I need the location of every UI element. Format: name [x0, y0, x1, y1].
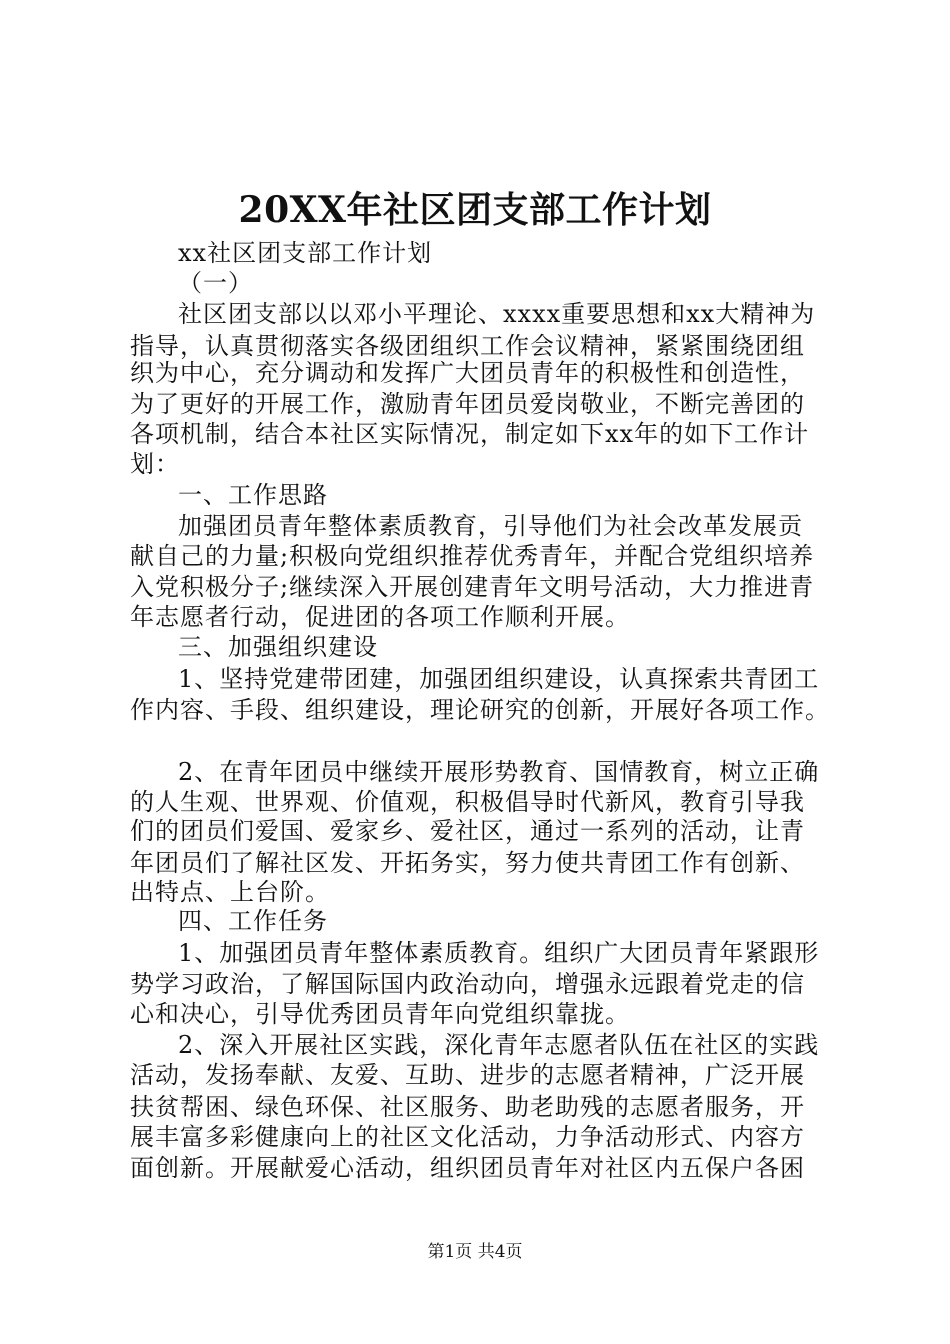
paragraph-line: 指导，认真贯彻落实各级团组织工作会议精神，紧紧围绕团组 — [130, 332, 805, 360]
paragraph-line: 2、在青年团员中继续开展形势教育、国情教育，树立正确 — [178, 758, 820, 786]
paragraph-line: 1、坚持党建带团建，加强团组织建设，认真探索共青团工 — [178, 665, 820, 693]
section-marker: （一） — [178, 269, 253, 297]
paragraph-line: 划： — [130, 450, 180, 478]
paragraph-line: 织为中心，充分调动和发挥广大团员青年的积极性和创造性， — [130, 359, 805, 387]
paragraph-line: 出特点、上台阶。 — [130, 878, 330, 906]
paragraph-line: 面创新。开展献爱心活动，组织团员青年对社区内五保户各困 — [130, 1154, 805, 1182]
section-heading: 四、工作任务 — [178, 907, 328, 935]
paragraph-line: 为了更好的开展工作，激励青年团员爱岗敬业，不断完善团的 — [130, 390, 805, 418]
paragraph-line: 活动，发扬奉献、友爱、互助、进步的志愿者精神，广泛开展 — [130, 1061, 805, 1089]
paragraph-line: 扶贫帮困、绿色环保、社区服务、助老助残的志愿者服务，开 — [130, 1093, 805, 1121]
paragraph-line: 献自己的力量;积极向党组织推荐优秀青年，并配合党组织培养 — [130, 542, 815, 570]
paragraph-line: 们的团员们爱国、爱家乡、爱社区，通过一系列的活动，让青 — [130, 817, 805, 845]
page-footer: 第1页 共4页 — [427, 1242, 523, 1262]
paragraph-line: 社区团支部以以邓小平理论、xxxx重要思想和xx大精神为 — [178, 300, 816, 328]
paragraph-line: 2、深入开展社区实践，深化青年志愿者队伍在社区的实践 — [178, 1031, 820, 1059]
paragraph-line: 各项机制，结合本社区实际情况，制定如下xx年的如下工作计 — [130, 420, 810, 448]
paragraph-line: 1、加强团员青年整体素质教育。组织广大团员青年紧跟形 — [178, 939, 820, 967]
document-title: 20XX年社区团支部工作计划 — [238, 189, 712, 231]
paragraph-line: 心和决心，引导优秀团员青年向党组织靠拢。 — [130, 1000, 630, 1028]
paragraph-line: 加强团员青年整体素质教育，引导他们为社会改革发展贡 — [178, 512, 803, 540]
paragraph-line: 作内容、手段、组织建设，理论研究的创新，开展好各项工作。 — [130, 696, 830, 724]
paragraph-line: 的人生观、世界观、价值观，积极倡导时代新风，教育引导我 — [130, 788, 805, 816]
section-heading: 三、加强组织建设 — [178, 633, 378, 661]
paragraph-line: 年志愿者行动，促进团的各项工作顺利开展。 — [130, 603, 630, 631]
paragraph-line: 年团员们了解社区发、开拓务实，努力使共青团工作有创新、 — [130, 849, 805, 877]
paragraph-line: 展丰富多彩健康向上的社区文化活动，力争活动形式、内容方 — [130, 1123, 805, 1151]
paragraph-line: 势学习政治，了解国际国内政治动向，增强永远跟着党走的信 — [130, 970, 805, 998]
section-heading: 一、工作思路 — [178, 481, 328, 509]
paragraph-line: 入党积极分子;继续深入开展创建青年文明号活动，大力推进青 — [130, 573, 815, 601]
subtitle-line: xx社区团支部工作计划 — [178, 239, 433, 267]
